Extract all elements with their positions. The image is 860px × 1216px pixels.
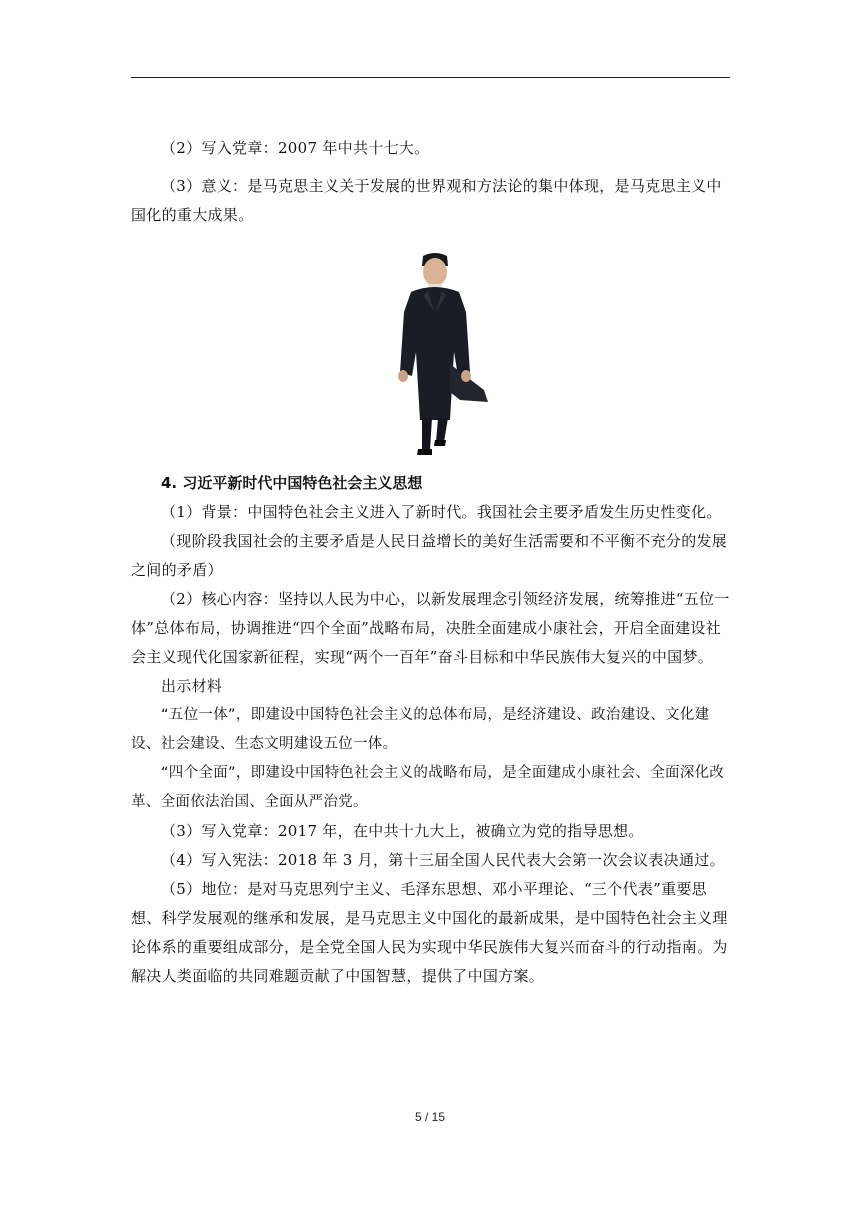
paragraph-state-constitution-2018: （4）写入宪法：2018 年 3 月，第十三届全国人民代表大会第一次会议表决通过。 [161,851,725,869]
page-number: 5 / 15 [414,1110,446,1124]
paragraph-core-content: （2）核心内容：坚持以人民为中心，以新发展理念引领经济发展，统筹推进“五位一体”总体布局，协调推进“四个全面”战略布局，决胜全面建成小康社会，开启全面建设社会主义现代化国家新征程，实现“两个一百年”奋斗目标和中华民族伟大复兴的中国梦。 [131,590,730,666]
paragraph-status: （5）地位：是对马克思列宁主义、毛泽东思想、邓小平理论、“三个代表”重要思想、科学发展观的继承和发展，是马克思主义中国化的最新成果，是中国特色社会主义理论体系的重要组成部分，是全党全国人民为实现中华民族伟大复兴而奋斗的行动指南。为解决人类面临的共同难题贡献了中国智慧，提供了中国方案。 [131,880,728,985]
material-label: 出示材料 [161,677,223,695]
paragraph-constitution-2007: （2）写入党章：2007 年中共十七大。 [161,139,430,157]
header-rule [131,77,730,78]
paragraph-main-contradiction-note: （现阶段我国社会的主要矛盾是人民日益增长的美好生活需要和不平衡不充分的发展之间的矛盾） [131,532,728,579]
material-four-comprehensives: “四个全面”，即建设中国特色社会主义的战略布局，是全面建成小康社会、全面深化改革、全面依法治国、全面从严治党。 [131,765,725,810]
paragraph-party-constitution-2017: （3）写入党章：2017 年，在中共十九大上，被确立为党的指导思想。 [161,822,644,840]
document-body [131,134,731,991]
person-walking-image [384,252,489,457]
material-five-in-one: “五位一体”，即建设中国特色社会主义的总体布局，是经济建设、政治建设、文化建设、社会建设、生态文明建设五位一体。 [131,707,710,752]
section-heading-4: 4. 习近平新时代中国特色社会主义思想 [161,474,423,492]
paragraph-significance: （3）意义：是马克思主义关于发展的世界观和方法论的集中体现，是马克思主义中国化的重大成果。 [131,177,722,224]
figure-person-photo [131,252,731,457]
paragraph-background: （1）背景：中国特色社会主义进入了新时代。我国社会主要矛盾发生历史性变化。 [161,503,722,521]
